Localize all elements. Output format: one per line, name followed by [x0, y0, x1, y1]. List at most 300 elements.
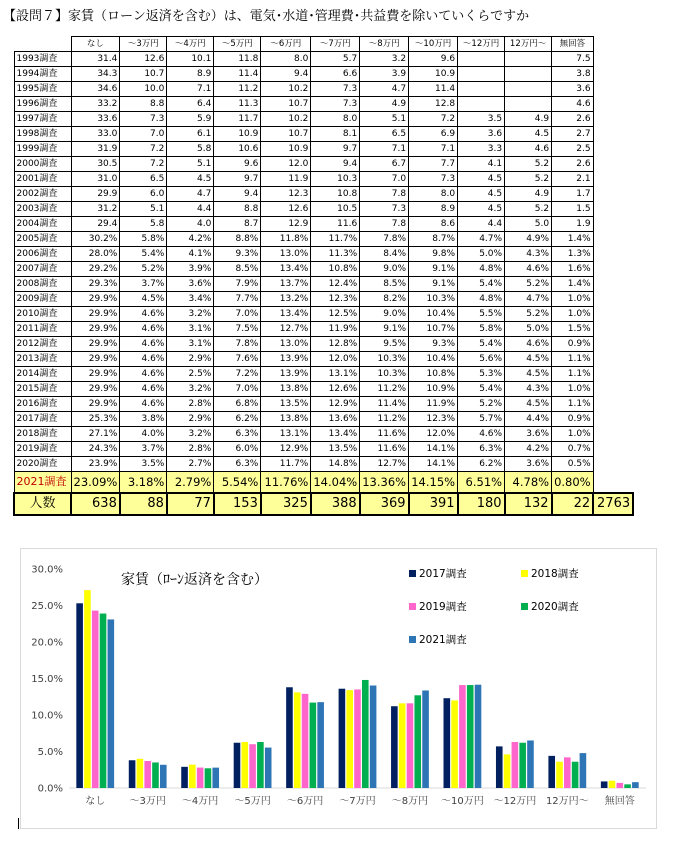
table-cell: 14.15% [409, 472, 458, 494]
table-cell: 11.7 [214, 112, 261, 127]
table-cell [505, 97, 552, 112]
table-cell: 11.6% [360, 427, 409, 442]
table-cell: 4.7 [167, 187, 214, 202]
table-cell: 3.2 [360, 52, 409, 67]
y-tick-label: 15.0% [31, 674, 63, 685]
bar [422, 690, 429, 788]
table-cell: 10.0 [120, 82, 167, 97]
table-cell: 12.0% [409, 427, 458, 442]
table-cell: 11.7% [311, 232, 360, 247]
table-row [14, 292, 633, 307]
table-cell: 1.1% [552, 397, 594, 412]
table-cell: 3.6 [458, 127, 505, 142]
table-row [14, 412, 633, 427]
x-tick-label: 無回答 [604, 796, 635, 807]
table-row [14, 442, 633, 457]
table-cell: 4.4 [458, 217, 505, 232]
table-cell: 4.1% [167, 247, 214, 262]
table-cell: 2.8% [167, 442, 214, 457]
row-label: 2008調査 [14, 277, 71, 292]
table-cell: 2.6 [552, 157, 594, 172]
text-cursor [18, 818, 19, 829]
table-cell: 29.9% [71, 397, 120, 412]
table-cell: 34.3 [71, 67, 120, 82]
row-label: 2021調査 [14, 472, 71, 494]
table-cell: 13.7% [261, 277, 311, 292]
bar [302, 694, 309, 788]
table-cell: 0.7% [552, 442, 594, 457]
row-label: 2016調査 [14, 397, 71, 412]
row-label: 2007調査 [14, 262, 71, 277]
table-cell: 4.5% [505, 397, 552, 412]
table-cell: 6.6 [311, 67, 360, 82]
table-cell: 7.6% [214, 352, 261, 367]
table-cell: 30.2% [71, 232, 120, 247]
table-cell: 9.4 [311, 157, 360, 172]
table-cell: 29.9% [71, 292, 120, 307]
table-cell: 6.0 [120, 187, 167, 202]
table-cell: 4.5% [505, 367, 552, 382]
table-cell: 9.4 [261, 67, 311, 82]
table-cell: 13.5% [311, 442, 360, 457]
bar [556, 762, 563, 788]
table-cell: 5.1 [167, 157, 214, 172]
table-cell: 12.9% [261, 442, 311, 457]
column-header: ～8万円 [360, 37, 409, 52]
x-tick-label: 12万円～ [545, 796, 589, 807]
table-cell: 9.1% [360, 322, 409, 337]
table-cell: 6.8% [214, 397, 261, 412]
table-cell: 8.0 [409, 187, 458, 202]
table-cell [458, 97, 505, 112]
bar [152, 762, 159, 788]
table-cell: 11.9 [261, 172, 311, 187]
table-cell: 1.6% [552, 262, 594, 277]
table-cell: 5.5% [458, 307, 505, 322]
table-cell: 12.6 [120, 52, 167, 67]
row-label: 2014調査 [14, 367, 71, 382]
table-cell: 14.8% [311, 457, 360, 472]
table-cell: 9.0% [360, 307, 409, 322]
table-cell: 5.9 [167, 112, 214, 127]
row-label: 2011調査 [14, 322, 71, 337]
bar [632, 782, 639, 788]
table-cell: 10.4% [409, 352, 458, 367]
highlight-row-2021 [14, 472, 633, 494]
table-cell: 3.9 [360, 67, 409, 82]
count-cell: 132 [505, 493, 552, 515]
table-cell: 2.1 [552, 172, 594, 187]
table-cell: 11.4 [214, 67, 261, 82]
table-cell: 0.9% [552, 412, 594, 427]
table-row [14, 427, 633, 442]
column-header: ～5万円 [214, 37, 261, 52]
bar [129, 760, 136, 788]
table-cell: 11.8% [261, 232, 311, 247]
table-cell: 2.9% [167, 352, 214, 367]
table-cell: 11.7% [261, 457, 311, 472]
table-cell: 7.2 [409, 112, 458, 127]
table-cell: 4.4 [167, 202, 214, 217]
table-cell: 8.8% [214, 232, 261, 247]
table-cell: 29.9 [71, 187, 120, 202]
table-cell: 9.1% [409, 262, 458, 277]
table-row [14, 172, 633, 187]
table-cell: 5.0% [505, 322, 552, 337]
table-cell: 3.6% [505, 457, 552, 472]
table-cell: 31.0 [71, 172, 120, 187]
table-cell: 1.0% [552, 307, 594, 322]
table-row [14, 337, 633, 352]
table-cell: 7.8 [360, 187, 409, 202]
table-cell: 11.9% [409, 397, 458, 412]
table-cell: 4.6 [552, 97, 594, 112]
table-cell: 3.5 [458, 112, 505, 127]
table-row [14, 202, 633, 217]
bar [609, 781, 616, 788]
row-label: 2002調査 [14, 187, 71, 202]
table-cell: 12.9 [261, 217, 311, 232]
table-cell: 1.3% [552, 247, 594, 262]
row-label: 2019調査 [14, 442, 71, 457]
bar [459, 685, 466, 788]
table-cell: 8.7% [409, 232, 458, 247]
count-cell: 369 [360, 493, 409, 515]
table-cell: 10.7 [120, 67, 167, 82]
table-cell: 8.9 [409, 202, 458, 217]
table-cell: 3.1% [167, 322, 214, 337]
bar [362, 680, 369, 788]
row-label: 1998調査 [14, 127, 71, 142]
table-cell: 7.3 [409, 172, 458, 187]
bar [548, 756, 555, 788]
table-cell: 4.6% [120, 382, 167, 397]
table-cell: 3.7% [120, 442, 167, 457]
table-cell: 3.9% [167, 262, 214, 277]
total-count: 2763 [593, 493, 633, 515]
row-label: 2012調査 [14, 337, 71, 352]
table-cell: 2.5% [167, 367, 214, 382]
y-tick-label: 10.0% [31, 710, 63, 722]
table-cell: 6.2% [214, 412, 261, 427]
table-cell: 31.4 [71, 52, 120, 67]
row-label: 2018調査 [14, 427, 71, 442]
table-cell: 1.9 [552, 217, 594, 232]
bar-chart [21, 549, 656, 828]
table-cell: 3.1% [167, 337, 214, 352]
table-cell: 10.7% [409, 322, 458, 337]
table-cell: 10.9% [409, 382, 458, 397]
bar [317, 702, 324, 788]
table-cell: 9.3% [409, 337, 458, 352]
bar [370, 686, 377, 788]
column-header: なし [71, 37, 120, 52]
count-cell: 325 [261, 493, 311, 515]
bar [265, 748, 272, 788]
table-cell: 12.3% [311, 292, 360, 307]
table-cell: 11.2% [360, 412, 409, 427]
table-cell [505, 67, 552, 82]
table-cell: 1.4% [552, 232, 594, 247]
bar [286, 687, 293, 788]
table-cell: 7.7% [214, 292, 261, 307]
bar [249, 744, 256, 788]
table-cell: 3.8% [120, 412, 167, 427]
table-cell [505, 82, 552, 97]
table-cell: 5.4% [458, 277, 505, 292]
table-row [14, 127, 633, 142]
table-cell: 1.5% [552, 322, 594, 337]
table-row [14, 157, 633, 172]
table-cell: 5.2% [120, 262, 167, 277]
bar [354, 689, 361, 788]
table-cell: 9.0% [360, 262, 409, 277]
table-cell: 7.5 [552, 52, 594, 67]
table-cell: 29.9% [71, 307, 120, 322]
table-cell: 5.2% [505, 307, 552, 322]
table-cell: 2.5 [552, 142, 594, 157]
table-cell: 3.6% [505, 427, 552, 442]
table-cell [505, 52, 552, 67]
table-cell: 27.1% [71, 427, 120, 442]
table-cell: 12.0% [311, 352, 360, 367]
table-row [14, 382, 633, 397]
table-cell: 10.2 [261, 82, 311, 97]
table-cell: 1.5 [552, 202, 594, 217]
table-cell: 4.2% [505, 442, 552, 457]
table-cell: 4.5 [458, 172, 505, 187]
table-cell: 4.5 [458, 202, 505, 217]
x-tick-label: ～6万円 [286, 796, 324, 807]
row-label: 2013調査 [14, 352, 71, 367]
table-cell: 10.3 [311, 172, 360, 187]
table-cell: 5.2% [458, 397, 505, 412]
y-tick-label: 25.0% [31, 601, 63, 612]
count-cell: 391 [409, 493, 458, 515]
count-cell: 22 [552, 493, 594, 515]
count-row [14, 493, 633, 515]
x-tick-label: ～8万円 [391, 796, 429, 807]
table-cell: 4.8% [458, 292, 505, 307]
table-cell: 4.6% [505, 262, 552, 277]
table-cell: 1.0% [552, 292, 594, 307]
table-row [14, 457, 633, 472]
table-cell: 5.8 [120, 217, 167, 232]
table-cell: 4.6% [120, 367, 167, 382]
table-cell: 3.4% [167, 292, 214, 307]
table-cell: 4.4% [505, 412, 552, 427]
row-label: 人数 [14, 493, 71, 515]
table-cell: 8.8 [214, 202, 261, 217]
table-cell: 11.6% [360, 442, 409, 457]
y-tick-label: 30.0% [31, 564, 63, 576]
table-cell: 10.3% [409, 292, 458, 307]
x-tick-label: なし [85, 796, 106, 807]
table-cell: 7.2 [120, 157, 167, 172]
table-cell: 4.6% [120, 397, 167, 412]
table-cell: 12.6 [261, 202, 311, 217]
table-cell: 5.7% [458, 412, 505, 427]
table-cell: 11.2 [214, 82, 261, 97]
column-header: ～3万円 [120, 37, 167, 52]
table-row [14, 67, 633, 82]
table-cell: 33.2 [71, 97, 120, 112]
row-label: 1997調査 [14, 112, 71, 127]
table-cell: 7.1 [409, 142, 458, 157]
table-cell: 8.8 [120, 97, 167, 112]
table-cell: 13.8% [261, 382, 311, 397]
table-cell: 4.2% [167, 232, 214, 247]
table-cell: 5.3% [458, 367, 505, 382]
table-cell: 3.5% [120, 457, 167, 472]
column-header: ～7万円 [311, 37, 360, 52]
table-cell: 8.4% [360, 247, 409, 262]
table-cell: 2.7% [167, 457, 214, 472]
table-cell: 4.3% [505, 247, 552, 262]
table-cell: 29.2% [71, 262, 120, 277]
table-cell: 1.1% [552, 367, 594, 382]
table-cell: 4.6% [120, 337, 167, 352]
table-cell: 28.0% [71, 247, 120, 262]
table-cell: 12.4% [311, 277, 360, 292]
table-cell: 7.1 [360, 142, 409, 157]
table-cell: 10.9 [409, 67, 458, 82]
table-cell: 4.6% [120, 352, 167, 367]
table-cell: 5.0% [458, 247, 505, 262]
table-cell: 13.8% [261, 412, 311, 427]
column-header: ～4万円 [167, 37, 214, 52]
table-row [14, 322, 633, 337]
table-cell: 29.9% [71, 322, 120, 337]
table-cell: 12.6% [311, 382, 360, 397]
bar [504, 754, 511, 788]
bar [181, 767, 188, 788]
legend-swatch [521, 570, 528, 577]
table-cell: 13.1% [261, 427, 311, 442]
count-cell: 638 [71, 493, 120, 515]
table-cell: 13.36% [360, 472, 409, 494]
bar [108, 619, 115, 788]
x-tick-label: ～12万円 [493, 796, 537, 807]
table-cell: 10.2 [261, 112, 311, 127]
table-cell: 10.8% [311, 262, 360, 277]
table-cell: 11.9% [311, 322, 360, 337]
bar [205, 768, 212, 788]
table-cell: 11.4 [409, 82, 458, 97]
table-cell: 7.2% [214, 367, 261, 382]
table-cell: 13.6% [311, 412, 360, 427]
legend-label: 2021調査 [419, 634, 467, 646]
table-cell: 9.4 [214, 187, 261, 202]
table-cell: 0.9% [552, 337, 594, 352]
table-cell: 11.6 [311, 217, 360, 232]
table-cell: 3.2% [167, 427, 214, 442]
table-cell: 7.3 [311, 82, 360, 97]
x-tick-label: ～5万円 [234, 796, 271, 807]
table-cell: 4.0 [167, 217, 214, 232]
table-cell: 7.7 [409, 157, 458, 172]
table-cell: 6.4 [167, 97, 214, 112]
row-label: 2004調査 [14, 217, 71, 232]
table-cell: 6.1 [167, 127, 214, 142]
column-header: ～10万円 [409, 37, 458, 52]
table-cell: 8.5% [214, 262, 261, 277]
table-cell: 7.5% [214, 322, 261, 337]
table-cell: 3.8 [552, 67, 594, 82]
bar [444, 698, 451, 788]
table-cell: 7.0% [214, 307, 261, 322]
table-cell: 29.3% [71, 277, 120, 292]
table-cell: 5.2 [505, 172, 552, 187]
table-cell: 9.6 [409, 52, 458, 67]
table-cell: 8.0 [311, 112, 360, 127]
table-cell: 29.4 [71, 217, 120, 232]
legend-label: 2017調査 [419, 568, 467, 580]
table-cell: 1.0% [552, 427, 594, 442]
table-cell: 6.2% [458, 457, 505, 472]
table-cell: 13.4% [261, 262, 311, 277]
table-cell: 5.1 [120, 202, 167, 217]
table-cell: 10.7 [261, 127, 311, 142]
table-row [14, 142, 633, 157]
row-label: 2017調査 [14, 412, 71, 427]
table-cell [458, 52, 505, 67]
table-cell: 10.5 [311, 202, 360, 217]
table-cell: 3.7% [120, 277, 167, 292]
table-cell: 12.0 [261, 157, 311, 172]
row-label: 2010調査 [14, 307, 71, 322]
table-cell: 13.5% [261, 397, 311, 412]
table-cell: 12.9% [311, 397, 360, 412]
table-cell: 8.5% [360, 277, 409, 292]
table-cell: 7.0 [120, 127, 167, 142]
table-row [14, 367, 633, 382]
table-cell: 3.18% [120, 472, 167, 494]
table-cell: 4.6% [120, 322, 167, 337]
table-cell: 2.9% [167, 412, 214, 427]
table-cell: 14.1% [409, 442, 458, 457]
column-header: ～6万円 [261, 37, 311, 52]
bar [241, 742, 248, 788]
bar [580, 753, 587, 788]
bar [512, 742, 519, 788]
table-cell: 29.9% [71, 352, 120, 367]
table-cell: 6.9 [409, 127, 458, 142]
table-cell: 11.8 [214, 52, 261, 67]
bar [391, 706, 398, 788]
bar [339, 689, 346, 788]
table-cell: 7.3 [311, 97, 360, 112]
bar [414, 695, 421, 788]
row-label: 2020調査 [14, 457, 71, 472]
table-row [14, 262, 633, 277]
table-cell: 4.5 [167, 172, 214, 187]
table-cell: 6.5 [360, 127, 409, 142]
table-cell: 1.0% [552, 382, 594, 397]
chart-title: 家賃（ﾛｰﾝ返済を含む） [121, 572, 268, 588]
row-label: 2005調査 [14, 232, 71, 247]
bar [399, 703, 406, 788]
table-row [14, 97, 633, 112]
bar [160, 765, 167, 788]
column-header: 無回答 [552, 37, 594, 52]
bar [346, 690, 353, 788]
legend-swatch [409, 603, 416, 610]
table-row [14, 187, 633, 202]
legend-label: 2020調査 [531, 601, 579, 613]
table-cell: 12.3 [261, 187, 311, 202]
y-tick-label: 5.0% [37, 747, 63, 758]
